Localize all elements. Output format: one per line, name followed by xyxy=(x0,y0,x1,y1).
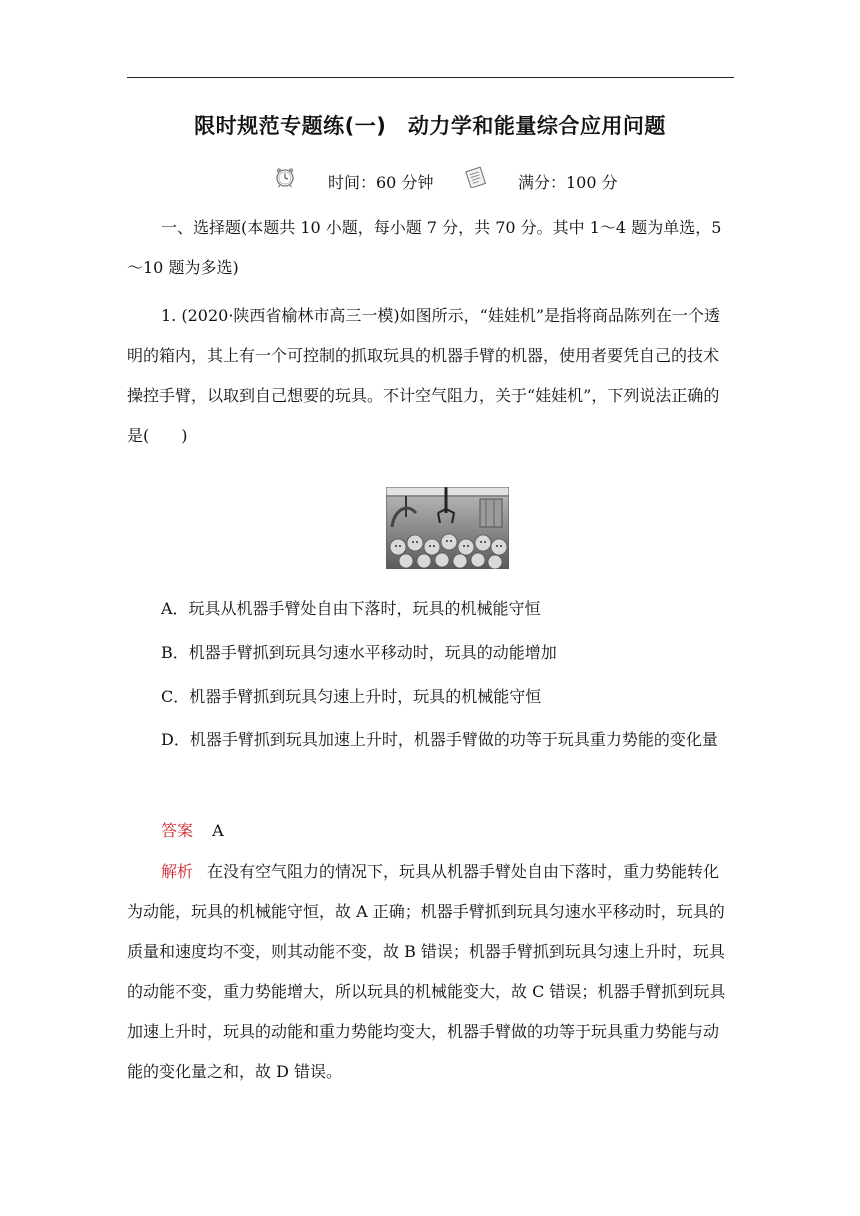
time-limit: 时间：60 分钟 xyxy=(328,173,434,192)
option-c: C．机器手臂抓到玩具匀速上升时，玩具的机械能守恒 xyxy=(161,687,542,706)
analysis-label: 解析 xyxy=(161,862,194,881)
full-score: 满分：100 分 xyxy=(518,173,618,192)
exam-meta xyxy=(0,166,860,196)
section-heading: 一、选择题(本题共 10 小题，每小题 7 分，共 70 分。其中 1～4 题为单选，5～10 题为多选) xyxy=(127,218,722,277)
alarm-clock-icon xyxy=(274,166,296,188)
analysis-text: 在没有空气阻力的情况下，玩具从机器手臂处自由下落时，重力势能转化为动能，玩具的机械能守恒，故 A 正确；机器手臂抓到玩具匀速水平移动时，玩具的质量和速度均不变，则其动能不变，故 B 错误；机器手臂抓到玩具匀速上升时，玩具的动能不变，重力势能增大，所以玩具的机械能变大，故 C 错误；机器手臂抓到玩具加速上升时，玩具的动能和重力势能均变大，机器手臂做的功等于玩具重力势能与动能的变化量之和，故 D 错误。 xyxy=(127,862,726,1081)
answer-label: 答案 xyxy=(161,821,194,840)
option-a: A．玩具从机器手臂处自由下落时，玩具的机械能守恒 xyxy=(161,599,541,618)
answer xyxy=(161,818,224,841)
option-d: D．机器手臂抓到玩具加速上升时，机器手臂做的功等于玩具重力势能的变化量 xyxy=(161,730,718,749)
claw-machine-photo xyxy=(386,487,509,569)
answer-value: A xyxy=(212,821,224,840)
analysis xyxy=(127,852,734,1092)
test-paper-icon xyxy=(463,166,489,188)
question-stem: 1. (2020·陕西省榆林市高三一模)如图所示，“娃娃机”是指将商品陈列在一个透明的箱内，其上有一个可控制的抓取玩具的机器手臂的机器，使用者要凭自己的技术操控手臂，以取到自己想要的玩具。不计空气阻力，关于“娃娃机”，下列说法正确的是( ) xyxy=(127,306,721,445)
page-title: 限时规范专题练(一) 动力学和能量综合应用问题 xyxy=(194,114,666,138)
header-rule xyxy=(127,77,734,78)
option-b: B．机器手臂抓到玩具匀速水平移动时，玩具的动能增加 xyxy=(161,643,557,662)
